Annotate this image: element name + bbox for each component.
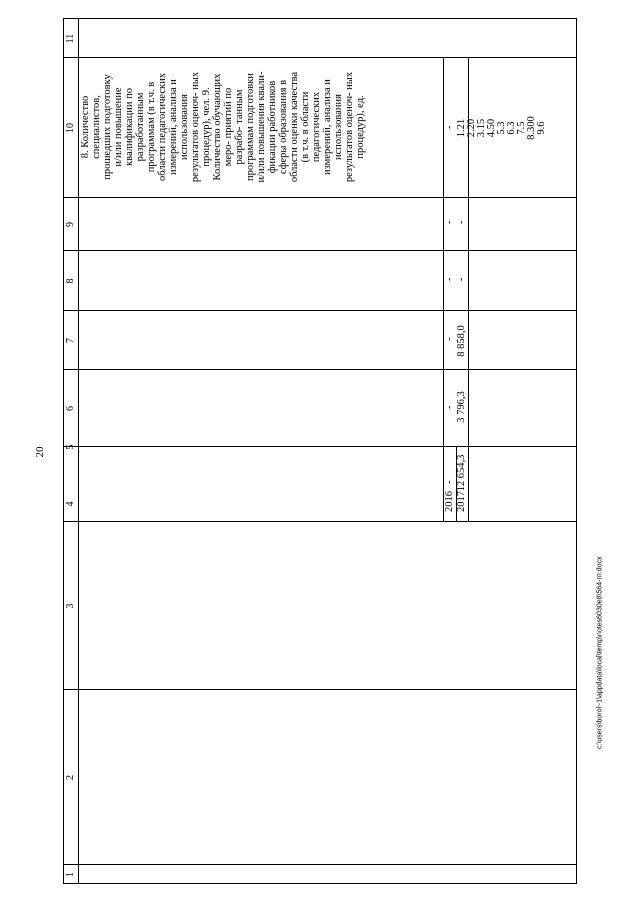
header-row-divider [78,18,79,884]
list-item: 1.21 [456,118,467,138]
year-2017: 2017 [456,491,467,512]
r2017-c8: - [456,277,467,281]
colnum-9: 9 [65,222,76,227]
r2017-c6: 3 796,3 [456,391,467,423]
list-item: 8.300 [526,116,537,140]
page-number: 20 [34,446,46,458]
r2017-c7: 8 858,0 [456,325,467,357]
r2016-c6: - [444,405,455,409]
col-sep-8 [63,250,577,251]
col-sep-3 [63,521,577,522]
col-sep-4 [63,446,577,447]
list-item: 9.6 [536,121,547,135]
list-item: 6.3 [506,121,517,135]
footer-file-path: c:\users\borol~1\appdata\local\temp\notes6030e8\564-гп.docx [596,556,604,749]
colnum-4: 4 [65,501,76,507]
col10-header: 8. Количество специалистов, прошедших подготовку и/или повышение квалификации по разработанным программам (в т.ч. в области педагогических измерений, анализа и использования результатов оценоч- ных процедур), чел. 9. Количество обучающих меро- приятий по разрабо- танным программам подготовки и/или повышения квали- фикации работников сферы образования в области оценки качества (в т.ч. в области педагогических измерений, анализа и использования результатов оценоч- ных процедур), ед. [80,71,366,183]
colnum-5: 5 [65,444,76,450]
colnum-3: 3 [65,603,76,609]
r2016-c9: - [444,220,455,224]
r2016-c10: - [444,125,455,129]
colnum-8: 8 [65,278,76,284]
list-item: 5.3 [496,121,507,135]
colnum-6: 6 [65,406,76,411]
colnum-1: 1 [65,872,76,877]
col-sep-10 [63,57,577,58]
col-sep-7 [63,310,577,311]
list-item: 2.20 [466,118,477,138]
col-sep-2 [63,689,577,690]
col-sep-6 [63,369,577,370]
year-2016: 2016 [444,491,455,512]
rotated-table [63,18,577,884]
list-item: 3.15 [476,118,487,138]
colnum-2: 2 [65,775,76,780]
table-border-left [63,883,577,884]
col-sep-1 [63,864,577,865]
list-item: 4.50 [486,118,497,138]
table-border-bottom [576,18,577,884]
col10-values [457,80,547,176]
colnum-11: 11 [65,33,76,44]
table-border-right [63,18,577,19]
r2016-c5: - [444,480,455,484]
r2017-c9: - [456,220,467,224]
list-item: 7.5 [516,121,527,135]
r2016-c8: - [444,277,455,281]
colnum-7: 7 [65,338,76,343]
colnum-10: 10 [65,123,76,133]
col-sep-9 [63,197,577,198]
r2016-c7: - [444,337,455,341]
r2017-c5: 12 654,3 [456,454,467,492]
